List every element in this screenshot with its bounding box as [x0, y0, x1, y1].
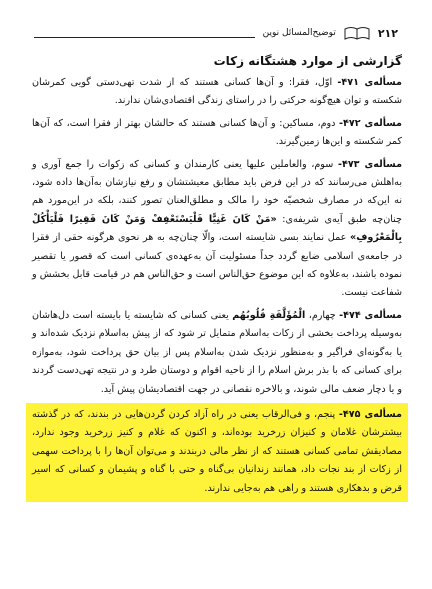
issue-number: مسأله‌ی ۴۷۳-: [337, 158, 403, 170]
book-icon: [344, 26, 370, 40]
paragraph-text: سوم، والعاملین علیها یعنی کارمندان و کسانی که زکوات را جمع آوری و به‌اهلش می‌رسانند که در این فرض باید مطابق معیشتشان و رفع نیازشان به‌آن‌ها داده شود، نه این‌که در مصارف شخصیّه خود را مالک و مطلق‌العنان تصور کنند، بلکه در این‌مورد هم چنان‌چه طبق آیه‌ی شریفه‌ی:: [32, 158, 402, 225]
paragraph-471: [32, 74, 402, 111]
paragraph-472: [32, 115, 402, 152]
paragraph-475-highlighted: [26, 403, 408, 502]
issue-number: مسأله‌ی ۴۷۵-: [338, 408, 402, 420]
issue-number: مسأله‌ی ۴۷۴-: [339, 309, 402, 321]
arabic-term: الْمُؤَلَّفَةِ قُلُوبُهُم: [232, 309, 306, 321]
quranic-verse: «مَنْ كَانَ غَنِيًّا فَلْيَسْتَعْفِفْ وَمَنْ كَانَ فَقِيرًا فَلْيَأْكُلْ بِالْمَعْرُوفِ»: [32, 213, 402, 244]
paragraph-text: اوّل، فقرا: و آن‌ها کسانی هستند که از شدت تهی‌دستی گویی کمرشان شکسته و توان هیچ‌گونه حرکتی را در راستای زندگی اقتصادی‌شان ندارند.: [32, 77, 402, 107]
header-rule: [34, 37, 255, 38]
page-header: [34, 22, 398, 44]
paragraph-text: پنجم، و فی‌الرقاب یعنی در راه آزاد کردن گردن‌هایی در بندند، که در گذشته بیشترشان غلامان و کنیزان زرخرید بوده‌اند، و اکنون که غلام و کنیز زرخرید وجود ندارد، مصادیقش تمامی کسانی هستند که از نظر مالی دربندند و می‌توان آن‌ها را با پرداخت سهمی از زکات از بند نجات داد، همانند زندانیان بی‌گناه و حتی با گناه و پشیمان و کسانی که اسیر قرض و بدهکاری هستند و راهی هم به‌جایی ندارند.: [32, 408, 402, 494]
page-number: ۲۱۲: [377, 26, 398, 40]
running-title: توضیح‌المسائل نوین: [262, 28, 336, 38]
paragraph-text: چهارم،: [305, 309, 336, 321]
section-title: گزارشی از موارد هشتگانه زکات: [213, 54, 402, 68]
paragraph-474: [32, 307, 402, 399]
page-body: [32, 50, 402, 502]
paragraph-text: یعنی کسانی که شایسته یا بایسته است دل‌هاشان به‌وسیله پرداخت بخشی از زکات به‌اسلام متمایل تر شود که از پیش به‌اسلام نزدیک شده‌اند و یا به‌گونه‌ای فراگیر و به‌منظور نزدیک شدن به‌اسلام پس از بیان حق پرداخت شود، به‌موازه برای کسانی که با بذر برش اسلام را از ناحیه اقوام و دوستان طرد و در نتیجه تهی‌دست گردند و یا دچار ضعف مالی شوند، و بالاخره نقصانی در جهت اقتصادیشان پیش آید.: [32, 309, 402, 395]
paragraph-473: [32, 156, 402, 303]
paragraph-text: عمل نمایند بسی شایسته است، والّا چنان‌چه به هر نحوی هرگونه حقی از فقرا در جامعه‌ی اسلامی ضایع گردد جداً مسئولیت آن به‌عهده‌ی کسانی است که قصور یا تقصیر نموده باشند، به‌علاوه که این موضوع حق‌الناس است و حق‌الناس هم در قیامت قابل بخشش و شفاعت نیست.: [32, 232, 402, 299]
issue-number: مسأله‌ی ۴۷۱-: [337, 77, 402, 88]
issue-number: مسأله‌ی ۴۷۲-: [339, 117, 402, 129]
paragraph-text: دوم، مساکین: و آن‌ها کسانی هستند که حالشان بهتر از فقرا است، که آن‌ها کمر شکسته و این‌ها زمین‌گیرند.: [32, 117, 402, 148]
